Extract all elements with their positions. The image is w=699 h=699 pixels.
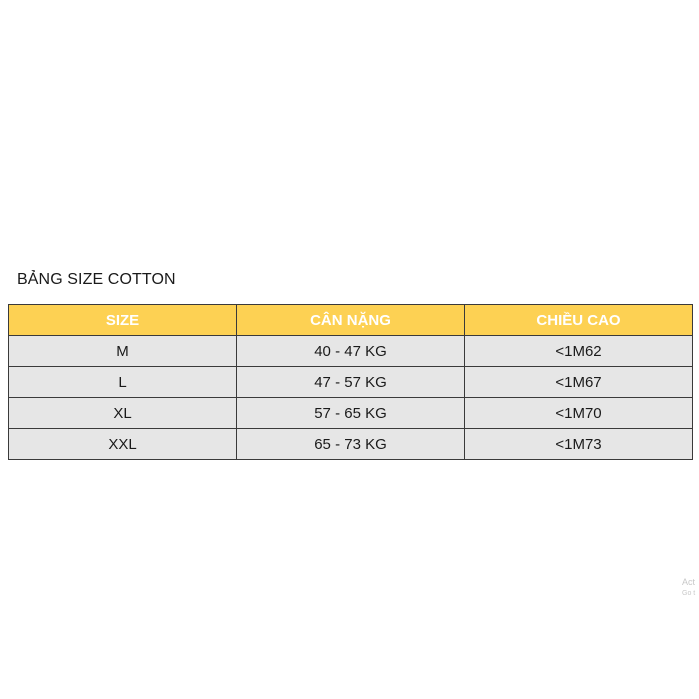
- cell-weight: 65 - 73 KG: [237, 429, 465, 460]
- watermark-line-2: Go t: [682, 590, 696, 597]
- cell-weight: 57 - 65 KG: [237, 398, 465, 429]
- cell-height: <1M62: [465, 336, 693, 367]
- table-row: [9, 398, 693, 429]
- cell-weight: 40 - 47 KG: [237, 336, 465, 367]
- page-title: BẢNG SIZE COTTON: [17, 271, 176, 288]
- cell-size: XXL: [9, 429, 237, 460]
- table-row: [9, 429, 693, 460]
- cell-height: <1M70: [465, 398, 693, 429]
- table-row: [9, 336, 693, 367]
- cell-size: M: [9, 336, 237, 367]
- cell-size: L: [9, 367, 237, 398]
- watermark-line-1: Act: [682, 577, 696, 587]
- activation-watermark: [682, 577, 695, 599]
- size-table: [8, 304, 693, 460]
- header-size: SIZE: [9, 305, 237, 336]
- header-height: CHIỀU CAO: [465, 305, 693, 336]
- cell-height: <1M73: [465, 429, 693, 460]
- table-row: [9, 367, 693, 398]
- cell-weight: 47 - 57 KG: [237, 367, 465, 398]
- table-header-row: [9, 305, 693, 336]
- header-weight: CÂN NẶNG: [237, 305, 465, 336]
- cell-height: <1M67: [465, 367, 693, 398]
- cell-size: XL: [9, 398, 237, 429]
